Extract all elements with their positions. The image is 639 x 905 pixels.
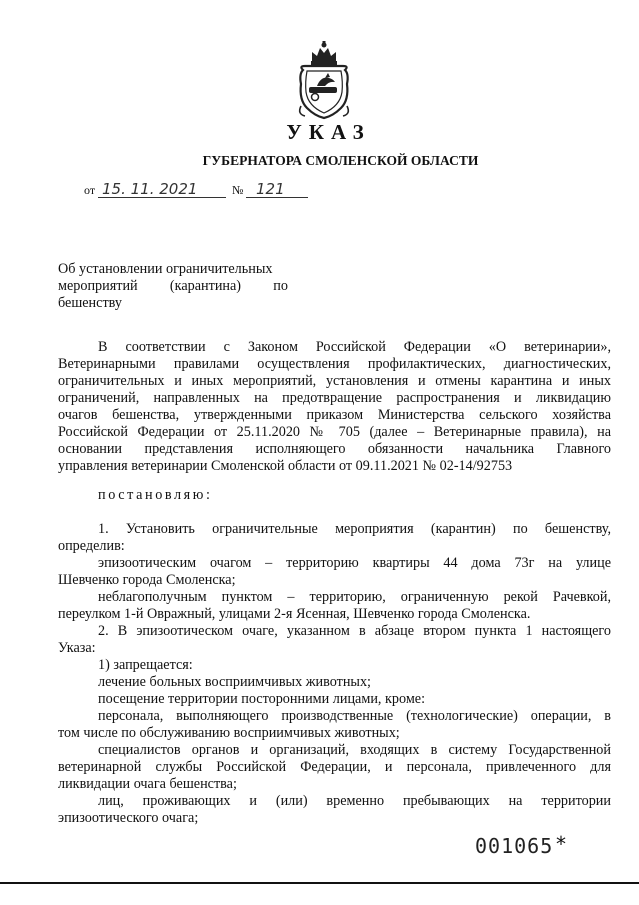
document-subtitle: ГУБЕРНАТОРА СМОЛЕНСКОЙ ОБЛАСТИ [202, 153, 479, 168]
clause-line: лечение больных восприимчивых животных; [98, 674, 371, 690]
subject-line: Об установлении ограничительных [58, 261, 273, 277]
clause-line: лиц, проживающих и (или) временно пребывающих на территории [98, 793, 611, 809]
clause-line: определив: [58, 538, 125, 554]
preamble-line: ограничительных и иных мероприятий, установления и отмены карантина и иных [58, 373, 611, 389]
clause-line: ветеринарной службы Российской Федерации, и персонала, привлеченного для [58, 759, 611, 775]
subject-line: мероприятий (карантина) по [58, 278, 288, 294]
number-value: 121 [256, 180, 285, 198]
clause-line: посещение территории посторонними лицами, кроме: [98, 691, 426, 707]
document-title: УКАЗ [286, 120, 371, 144]
date-prefix: от [84, 183, 96, 197]
bottom-divider [0, 882, 639, 884]
serial-number: 001065 [475, 834, 554, 858]
clause-line: эпизоотическим очагом – территорию квартиры 44 дома 73г на улице [98, 555, 611, 571]
serial-mark: * [556, 832, 566, 856]
clause-line: ликвидации очага бешенства; [58, 776, 237, 792]
document-subject [58, 261, 288, 312]
clause-line: 1. Установить ограничительные мероприятия (карантин) по бешенству, [98, 521, 611, 537]
decree-word: постановляю: [98, 487, 213, 503]
clause-line: том числе по обслуживанию восприимчивых животных; [58, 725, 400, 741]
clause-line: персонала, выполняющего производственные (технологические) операции, в [98, 708, 611, 724]
clause-line: специалистов органов и организаций, входящих в систему Государственной [98, 742, 611, 758]
subject-line: бешенству [58, 295, 122, 311]
preamble-line: ограничений, направленных на предотвращение распространения и ликвидацию [58, 390, 611, 406]
clauses [58, 521, 611, 827]
date-value: 15. 11. 2021 [102, 180, 198, 198]
decree-word-block [58, 487, 611, 504]
preamble-line: Ветеринарными правилами осуществления профилактических, диагностических, [58, 356, 611, 372]
number-prefix: № [232, 183, 244, 197]
clause-line: переулком 1-й Овражный, улицами 2-я Ясенная, Шевченко города Смоленска. [58, 606, 531, 622]
preamble-line: управления ветеринарии Смоленской области от 09.11.2021 № 02-14/92753 [58, 458, 513, 474]
clause-line: Шевченко города Смоленска; [58, 572, 236, 588]
preamble-line: В соответствии с Законом Российской Федерации «О ветеринарии», [98, 339, 611, 355]
registration-line [84, 180, 324, 200]
clause-line: Указа: [58, 640, 96, 656]
clause-line: 1) запрещается: [98, 657, 193, 673]
coat-of-arms-emblem [295, 40, 353, 122]
preamble-line: основании представления исполняющего обязанности начальника Главного [58, 441, 611, 457]
clause-line: эпизоотического очага; [58, 810, 199, 826]
clause-line: неблагополучным пунктом – территорию, ограниченную рекой Рачевкой, [98, 589, 611, 605]
preamble [58, 339, 611, 475]
preamble-line: Российской Федерации от 25.11.2020 № 705 (далее – Ветеринарные правила), на [58, 424, 611, 440]
clause-line: 2. В эпизоотическом очаге, указанном в абзаце втором пункта 1 настоящего [98, 623, 611, 639]
preamble-line: очагов бешенства, утвержденными приказом Министерства сельского хозяйства [58, 407, 611, 423]
